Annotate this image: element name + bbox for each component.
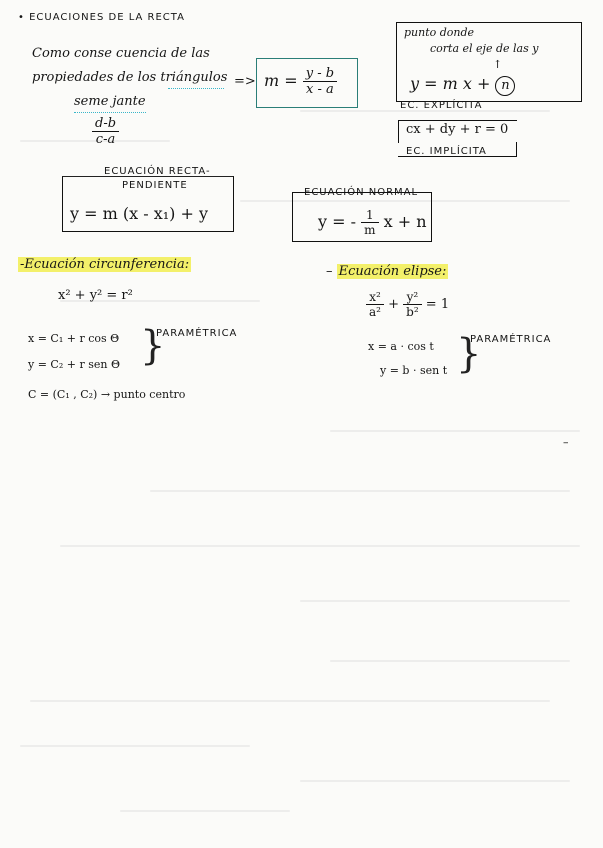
underline-semejante bbox=[74, 112, 146, 113]
ellipse-den-1: a² bbox=[369, 305, 381, 319]
explicit-note-1: punto donde bbox=[404, 26, 475, 39]
normal-equation bbox=[318, 208, 427, 237]
ellipse-param-x: x = a · cos t bbox=[368, 340, 434, 353]
normal-eq-rhs: x + n bbox=[383, 212, 427, 231]
explicit-eq-text: y = m x + bbox=[410, 74, 491, 93]
point-slope-title-1: ECUACIÓN RECTA- bbox=[104, 166, 211, 177]
circle-param-y: y = C₂ + r sen Θ bbox=[28, 358, 120, 371]
ellipse-heading-text: Ecuación elipse: bbox=[338, 264, 447, 279]
ellipse-num-1: x² bbox=[366, 290, 384, 305]
ellipse-param-label: PARAMÉTRICA bbox=[470, 334, 552, 345]
circle-heading-text: -Ecuación circunferencia: bbox=[20, 257, 190, 272]
circle-equation: x² + y² = r² bbox=[58, 288, 133, 303]
section-title: • ECUACIONES DE LA RECTA bbox=[18, 12, 185, 23]
ellipse-den-2: b² bbox=[406, 305, 419, 319]
up-arrow: ↑ bbox=[493, 58, 503, 71]
circle-param-x: x = C₁ + r cos Θ bbox=[28, 332, 120, 345]
implies-arrow: => bbox=[234, 74, 256, 89]
stray-mark: – bbox=[563, 436, 569, 449]
point-slope-equation: y = m (x - x₁) + y bbox=[70, 204, 209, 223]
ratio-fraction bbox=[92, 116, 119, 147]
ellipse-param-y: y = b · sen t bbox=[380, 364, 448, 377]
explicit-label: EC. EXPLÍCITA bbox=[400, 100, 483, 111]
intro-line-2: propiedades de los triángulos bbox=[32, 70, 228, 85]
slope-formula bbox=[264, 66, 337, 97]
circle-brace: } bbox=[140, 323, 166, 369]
ratio-numerator: d-b bbox=[92, 116, 119, 132]
slope-numerator: y - b bbox=[303, 66, 337, 82]
circle-param-label: PARAMÉTRICA bbox=[156, 328, 238, 339]
explicit-equation bbox=[410, 74, 515, 96]
ellipse-heading bbox=[326, 264, 448, 279]
ellipse-num-2: y² bbox=[403, 290, 422, 305]
ellipse-plus: + bbox=[388, 297, 400, 312]
slope-lhs: m = bbox=[264, 71, 298, 90]
ratio-denominator: c-a bbox=[95, 132, 116, 147]
ellipse-brace: } bbox=[456, 331, 482, 377]
normal-title: ECUACIÓN NORMAL bbox=[304, 187, 419, 198]
circle-heading bbox=[18, 257, 191, 272]
ellipse-dash: – bbox=[326, 264, 333, 279]
implicit-label: EC. IMPLÍCITA bbox=[406, 146, 487, 157]
slope-denominator: x - a bbox=[306, 82, 334, 97]
intro-line-1: Como conse cuencia de las bbox=[32, 46, 210, 61]
ellipse-equation bbox=[366, 290, 449, 319]
implicit-equation: cx + dy + r = 0 bbox=[406, 122, 509, 137]
explicit-note-2: corta el eje de las y bbox=[430, 42, 539, 55]
intercept-circle: n bbox=[495, 76, 515, 96]
normal-numerator: 1 bbox=[361, 208, 378, 223]
intro-line-3: seme jante bbox=[74, 94, 146, 109]
ellipse-rhs: = 1 bbox=[425, 297, 450, 312]
circle-center: C = (C₁ , C₂) → punto centro bbox=[28, 388, 186, 401]
point-slope-title-2: PENDIENTE bbox=[122, 180, 188, 191]
normal-eq-lhs: y = - bbox=[318, 212, 357, 231]
normal-denominator: m bbox=[364, 223, 376, 237]
underline-triangulos bbox=[168, 88, 224, 89]
